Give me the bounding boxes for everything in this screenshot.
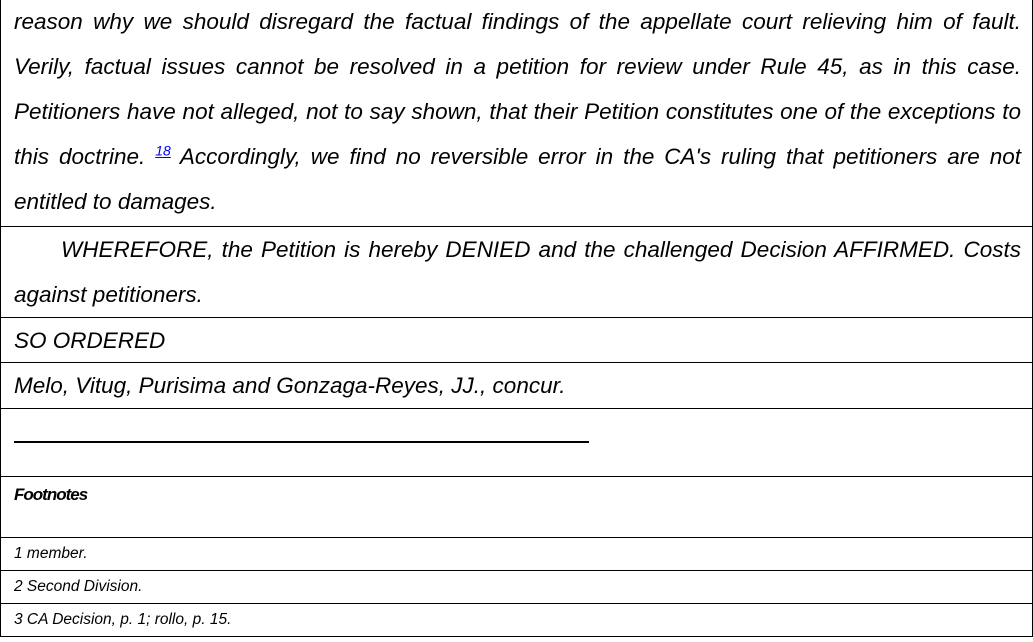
paragraph-main-after: Accordingly, we find no reversible error in the CA's ruling that petitioners are not entitled to damages. <box>14 144 1022 214</box>
paragraph-wherefore <box>1 227 1032 318</box>
paragraph-main <box>1 0 1032 227</box>
so-ordered-row <box>1 318 1032 363</box>
separator-row <box>1 409 1032 477</box>
horizontal-rule <box>14 441 589 443</box>
concur-text: Melo, Vitug, Purisima and Gonzaga-Reyes, JJ., concur. <box>14 373 566 398</box>
so-ordered-text: SO ORDERED <box>14 328 166 353</box>
paragraph-main-text <box>14 0 1021 224</box>
footnotes-heading-row <box>1 477 1032 538</box>
footnotes-heading: Footnotes <box>14 485 88 504</box>
footnote-text-2: 2 Second Division. <box>14 578 143 595</box>
paragraph-main-before: reason why we should disregard the factual findings of the appellate court relieving him of fault. Verily, factual issues cannot be resolved in a petition for review under Rule 45, as in this case. Petitioners have not alleged, not to say shown, that their Petition constitutes one of the exceptions to this doctrine. <box>14 9 1021 169</box>
footnote-row-3 <box>1 604 1032 637</box>
footnote-text-1: 1 member. <box>14 545 88 562</box>
footnote-row-2 <box>1 571 1032 604</box>
footnote-row-1 <box>1 538 1032 571</box>
paragraph-wherefore-text: WHEREFORE, the Petition is hereby DENIED and the challenged Decision AFFIRMED. Costs against petitioners. <box>14 237 1021 307</box>
concur-row <box>1 363 1032 409</box>
footnote-link-18[interactable]: 18 <box>155 142 171 159</box>
footnote-text-3: 3 CA Decision, p. 1; rollo, p. 15. <box>14 611 232 628</box>
